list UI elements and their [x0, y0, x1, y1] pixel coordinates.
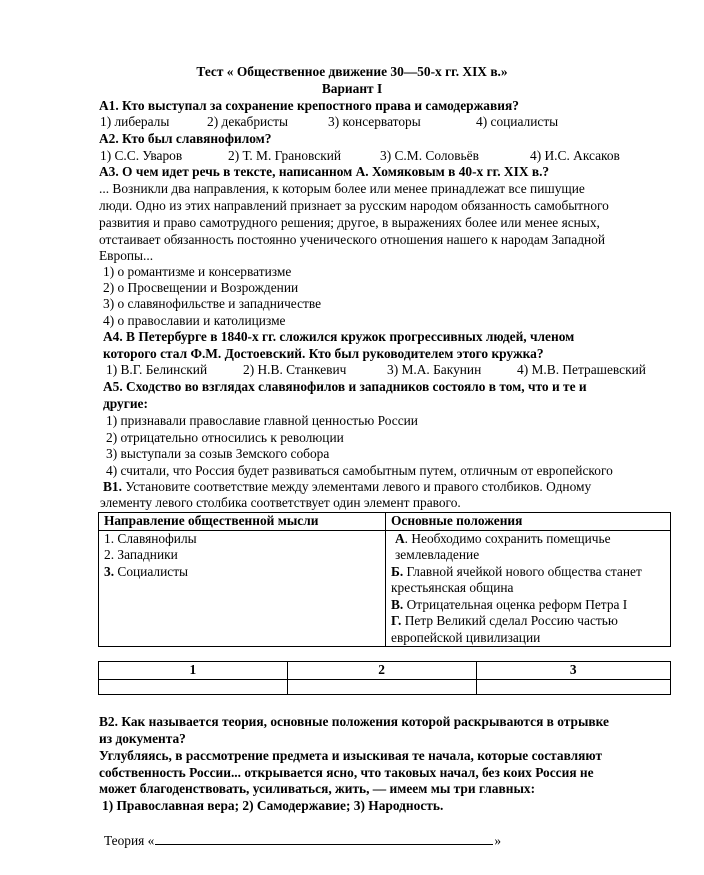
table-row [99, 530, 671, 647]
question-a3: А3. О чем идет речь в тексте, написанном А. Хомяковым в 40-х гг. XIX в.? [99, 164, 550, 179]
answer-header-1: 1 [99, 662, 288, 680]
right-item-v-letter: В. [391, 596, 404, 612]
right-item-a-text: . Необходимо сохранить помещичье землевладение [395, 530, 611, 562]
b1-label: В1. [103, 479, 122, 494]
right-item-v-text: Отрицательная оценка реформ Петра I [403, 596, 628, 612]
option-a2-2: 2) Т. М. Грановский [228, 148, 342, 163]
question-b1-line-1 [103, 479, 591, 495]
test-title: Тест « Общественное движение 30—50-х гг. XIX в.» [196, 64, 508, 79]
option-a1-2: 2) декабристы [207, 114, 288, 129]
left-item-3 [104, 564, 380, 581]
question-b2-line-1: В2. Как называется теория, основные положения которой раскрываются в отрывке [99, 714, 609, 729]
b2-text-line-3: может благоденствовать, усиливаться, жить, — имеем мы три главных: [99, 781, 536, 796]
b2-text-line-2: собственность России... открывается ясно, что таковых начал, без коих Россия не [99, 765, 594, 780]
question-a1: А1. Кто выступал за сохранение крепостного права и самодержавия? [99, 98, 519, 113]
a3-text-line-5: Европы... [99, 248, 154, 263]
question-a2: А2. Кто был славянофилом? [99, 131, 272, 146]
a3-text-line-3: развития и право самотрудного решения; другое, в выражениях более или менее ясных, [99, 215, 600, 230]
answer-input-row [99, 679, 671, 694]
right-item-g-letter: Г. [391, 613, 402, 628]
col-header-right: Основные положения [386, 513, 671, 531]
question-a4-line-1: А4. В Петербурге в 1840-х гг. сложился кружок прогрессивных людей, членом [103, 329, 575, 344]
option-a5-3: 3) выступали за созыв Земского собора [106, 446, 330, 461]
option-a3-4: 4) о православии и католицизме [103, 313, 286, 328]
option-a4-4: 4) М.В. Петрашевский [517, 362, 646, 377]
option-a1-4: 4) социалисты [476, 114, 559, 129]
option-a1-1: 1) либералы [100, 114, 170, 129]
option-a5-1: 1) признавали православие главной ценностью России [106, 413, 418, 428]
a3-text-line-2: люди. Одно из этих направлений признает за русским народом обязанность самобытного [99, 198, 609, 213]
option-a2-4: 4) И.С. Аксаков [530, 148, 620, 163]
answer-cell-2[interactable] [287, 679, 476, 694]
answer-header-row [99, 662, 671, 680]
option-a2-1: 1) С.С. Уваров [100, 148, 183, 163]
option-a3-1: 1) о романтизме и консерватизме [103, 264, 292, 279]
b2-text-line-1: Углубляясь, в рассмотрение предмета и изыскивая те начала, которые составляют [99, 748, 603, 763]
option-a3-2: 2) о Просвещении и Возрождении [103, 280, 299, 295]
b1-match-table [98, 512, 671, 647]
a3-text-line-1: ... Возникли два направления, к которым более или менее принадлежат все пишущие [99, 181, 585, 196]
question-a5-line-1: А5. Сходство во взглядах славянофилов и западников состояло в том, что и те и [103, 379, 587, 394]
right-item-b [391, 564, 665, 597]
b2-answer-suffix: » [494, 833, 502, 848]
right-item-v [391, 597, 665, 614]
answer-cell-1[interactable] [99, 679, 288, 694]
variant-title: Вариант I [321, 81, 383, 96]
right-item-a-letter: А [395, 530, 405, 546]
left-item-2: 2. Западники [104, 547, 178, 562]
answer-header-3: 3 [476, 662, 671, 680]
answer-header-2: 2 [287, 662, 476, 680]
option-a2-3: 3) С.М. Соловьёв [380, 148, 479, 163]
b2-text-line-4: 1) Православная вера; 2) Самодержавие; 3) Народность. [102, 798, 444, 813]
option-a5-2: 2) отрицательно относились к революции [106, 430, 344, 445]
question-b2-line-2: из документа? [99, 731, 186, 746]
question-a5-line-2: другие: [103, 396, 148, 411]
left-item-3-number: 3. [104, 563, 115, 579]
left-item-1: 1. Славянофилы [104, 530, 197, 546]
b2-answer-prefix: Теория « [104, 833, 155, 848]
left-items-cell [99, 530, 386, 647]
option-a3-3: 3) о славянофильстве и западничестве [103, 296, 322, 311]
option-a4-1: 1) В.Г. Белинский [106, 362, 208, 377]
option-a4-2: 2) Н.В. Станкевич [243, 362, 347, 377]
right-item-b-letter: Б. [391, 563, 404, 579]
right-item-g [391, 613, 665, 646]
option-a5-4: 4) считали, что Россия будет развиваться самобытным путем, отличным от европейского [106, 463, 613, 478]
b1-text-1: Установите соответствие между элементами левого и правого столбиков. Одному [121, 479, 592, 494]
col-header-left: Направление общественной мысли [99, 513, 386, 531]
right-item-a [391, 531, 665, 564]
b2-answer-blank[interactable] [155, 832, 493, 845]
right-item-g-text: Петр Великий сделал Россию частью европейской цивилизации [391, 613, 618, 645]
b2-answer-line [104, 832, 501, 849]
option-a4-3: 3) М.А. Бакунин [387, 362, 482, 377]
right-item-b-text: Главной ячейкой нового общества станет крестьянская община [391, 563, 642, 595]
b1-answer-table [98, 661, 671, 695]
a3-text-line-4: отстаивает обязанность постоянно ученического отношения нашего к народам Западной [99, 232, 606, 247]
question-b1-line-2: элементу левого столбика соответствует один элемент правого. [100, 495, 461, 510]
right-items-cell [386, 530, 671, 647]
question-a4-line-2: которого стал Ф.М. Достоевский. Кто был руководителем этого кружка? [103, 346, 544, 361]
answer-cell-3[interactable] [476, 679, 671, 694]
left-item-3-text: Социалисты [114, 563, 189, 579]
option-a1-3: 3) консерваторы [328, 114, 421, 129]
table-header-row [99, 513, 671, 531]
